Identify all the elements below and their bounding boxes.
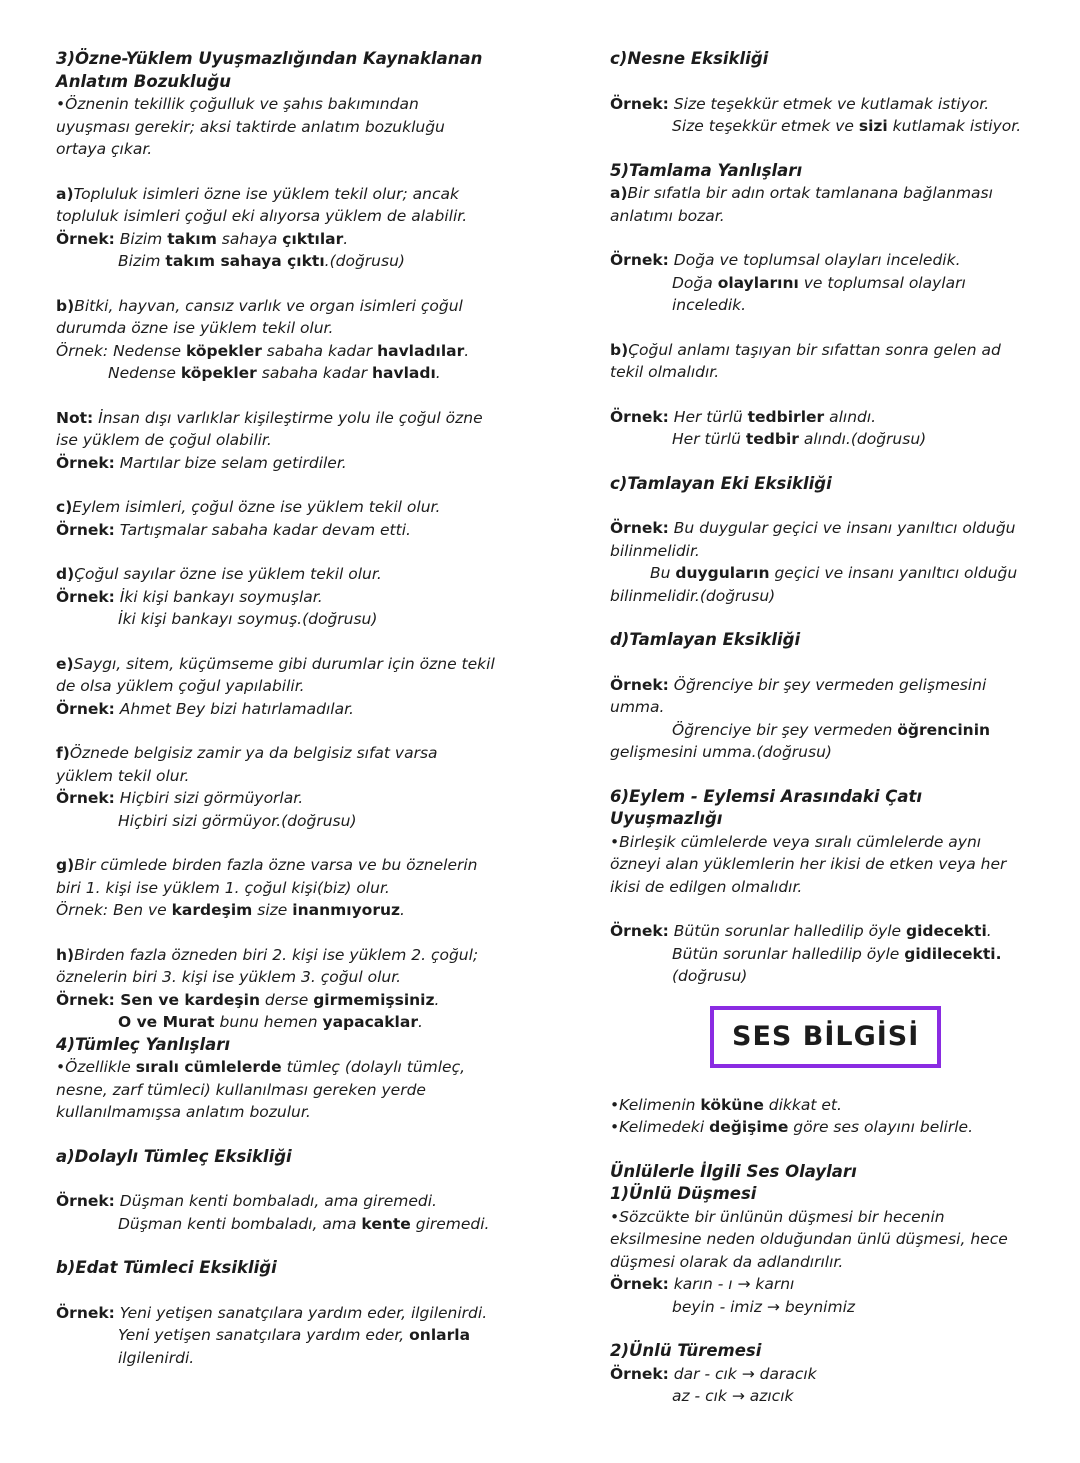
rule-h-example-1: Örnek: Sen ve kardeşin derse girmemişsiniz. [56,990,440,1009]
section-6-example-1: Örnek: Bütün sorunlar halledilip öyle gidecekti. [610,922,992,940]
section-4c-example-2: Size teşekkür etmek ve sizi kutlamak istiyor. [672,117,1022,135]
section-5-title: 5)Tamlama Yanlışları [610,160,803,180]
section-5d-example-2: Öğrenciye bir şey vermeden öğrencinin gelişmesini umma.(doğrusu) [610,720,991,761]
section-4a-example-1: Örnek: Düşman kenti bombaladı, ama giremedi. [56,1192,437,1210]
section-5b-example-2: Her türlü tedbir alındı.(doğrusu) [672,430,927,448]
section-5c-title: c)Tamlayan Eki Eksikliği [610,473,832,493]
rule-h-example-2: O ve Murat bunu hemen yapacaklar. [118,1013,423,1031]
unlu-turemesi-title: 2)Ünlü Türemesi [610,1341,762,1360]
ses-bilgisi-heading: SES BİLGİSİ [710,1006,941,1068]
rule-b-example-1: Örnek: Nedense köpekler sabaha kadar havladılar. [56,341,470,360]
bullet-degisim: •Kelimedeki değişime göre ses olayını belirle. [610,1118,973,1136]
unlu-dusmesi-text: •Sözcükte bir ünlünün düşmesi bir hecenin eksilmesine neden olduğundan ünlü düşmesi, hece düşmesi olarak da adlandırılır. [610,1207,1008,1271]
section-5d-example-1: Örnek: Öğrenciye bir şey vermeden gelişmesini umma. [610,675,987,716]
section-4c-example-1: Örnek: Size teşekkür etmek ve kutlamak istiyor. [610,94,990,113]
rule-g-example: Örnek: Ben ve kardeşim size inanmıyoruz. [56,901,405,919]
rule-c: c)Eylem isimleri, çoğul özne ise yüklem tekil olur. [56,498,441,516]
section-6-title: 6)Eylem - Eylemsi Arasındaki Çatı Uyuşmazlığı [610,786,923,828]
section-4b-example-1: Örnek: Yeni yetişen sanatçılara yardım eder, ilgilenirdi. [56,1303,488,1322]
rule-e: e)Saygı, sitem, küçümseme gibi durumlar için özne tekil de olsa yüklem çoğul yapılabilir. [56,654,495,695]
section-5b-example-1: Örnek: Her türlü tedbirler alındı. [610,407,877,426]
section-5c-example-1: Örnek: Bu duygular geçici ve insanı yanıltıcı olduğu bilinmelidir. [610,519,1016,560]
unlu-dusmesi-title: 1)Ünlü Düşmesi [610,1184,757,1203]
section-4b-example-2: Yeni yetişen sanatçılara yardım eder, onlarla ilgilenirdi. [118,1326,471,1367]
section-5a-example-2: Doğa olaylarını ve toplumsal olayları inceledik. [672,273,966,314]
rule-b: b)Bitki, hayvan, cansız varlık ve organ isimleri çoğul durumda özne ise yüklem tekil olur. [56,296,463,337]
unlu-dusmesi-example-2: beyin - imiz → beynimiz [672,1297,856,1316]
rule-a-example-1: Örnek: Bizim takım sahaya çıktılar. [56,229,349,248]
section-6-example-2: Bütün sorunlar halledilip öyle gidilecekti.(doğrusu) [672,944,1002,985]
left-column [56,48,496,1369]
rule-f-example-2: Hiçbiri sizi görmüyor.(doğrusu) [118,811,357,830]
unlu-turemesi-example-2: az - cık → azıcık [672,1387,794,1405]
rule-d-example-2: İki kişi bankayı soymuş.(doğrusu) [118,610,378,628]
unlu-ses-olaylari-title: Ünlülerle İlgili Ses Olayları [610,1161,857,1181]
section-5b-rule: b)Çoğul anlamı taşıyan bir sıfattan sonra gelen ad tekil olmalıdır. [610,340,1001,381]
section-5a-rule: a)Bir sıfatla bir adın ortak tamlanana bağlanması anlatımı bozar. [610,184,993,225]
unlu-turemesi-example-1: Örnek: dar - cık → daracık [610,1364,817,1383]
rule-f: f)Öznede belgisiz zamir ya da belgisiz sıfat varsa yüklem tekil olur. [56,744,438,785]
section-4-intro: •Özellikle sıralı cümlelerde tümleç (dolaylı tümleç, nesne, zarf tümleci) kullanılması gereken yerde kullanılmamışsa anlatım bozulur. [56,1058,466,1121]
section-3-title: 3)Özne-Yüklem Uyuşmazlığından Kaynaklanan Anlatım Bozukluğu [56,49,483,91]
rule-c-example: Örnek: Tartışmalar sabaha kadar devam etti. [56,520,411,539]
section-4-title: 4)Tümleç Yanlışları [56,1034,231,1054]
note-example: Örnek: Martılar bize selam getirdiler. [56,453,347,472]
rule-f-example-1: Örnek: Hiçbiri sizi görmüyorlar. [56,789,304,807]
right-column [610,48,1030,1408]
note: Not: İnsan dışı varlıklar kişileştirme yolu ile çoğul özne ise yüklem de çoğul olabilir. [56,408,483,449]
rule-e-example: Örnek: Ahmet Bey bizi hatırlamadılar. [56,699,354,718]
rule-a-example-2: Bizim takım sahaya çıktı.(doğrusu) [118,252,405,270]
ses-bilgisi-box-wrap [610,1006,1030,1068]
rule-a: a)Topluluk isimleri özne ise yüklem tekil olur; ancak topluluk isimleri çoğul eki alıyorsa yüklem de alabilir. [56,184,468,225]
section-4c-title: c)Nesne Eksikliği [610,49,769,68]
section-4b-title: b)Edat Tümleci Eksikliği [56,1258,277,1277]
unlu-dusmesi-example-1: Örnek: karın - ı → karnı [610,1275,795,1293]
bullet-kok: •Kelimenin köküne dikkat et. [610,1095,842,1114]
section-5d-title: d)Tamlayan Eksikliği [610,630,801,649]
section-4a-title: a)Dolaylı Tümleç Eksikliği [56,1146,292,1166]
section-4a-example-2: Düşman kenti bombaladı, ama kente giremedi. [118,1214,490,1233]
rule-d-example-1: Örnek: İki kişi bankayı soymuşlar. [56,587,323,606]
rule-d: d)Çoğul sayılar özne ise yüklem tekil olur. [56,565,382,583]
rule-h: h)Birden fazla özneden biri 2. kişi ise yüklem 2. çoğul; öznelerin biri 3. kişi ise yüklem 3. çoğul olur. [56,945,479,986]
section-5c-example-2: Bu duyguların geçici ve insanı yanıltıcı olduğu bilinmelidir.(doğrusu) [610,564,1018,605]
section-6-intro: •Birleşik cümlelerde veya sıralı cümlelerde aynı özneyi alan yüklemlerin her ikisi de etken veya her ikisi de edilgen olmalıdır. [610,832,1007,896]
rule-b-example-2: Nedense köpekler sabaha kadar havladı. [108,364,441,382]
section-5a-example-1: Örnek: Doğa ve toplumsal olayları inceledik. [610,251,961,269]
section-3-intro: •Öznenin tekillik çoğulluk ve şahıs bakımından uyuşması gerekir; aksi taktirde anlatım bozukluğu ortaya çıkar. [56,95,445,158]
rule-g: g)Bir cümlede birden fazla özne varsa ve bu öznelerin biri 1. kişi ise yüklem 1. çoğul kişi(biz) olur. [56,856,478,897]
